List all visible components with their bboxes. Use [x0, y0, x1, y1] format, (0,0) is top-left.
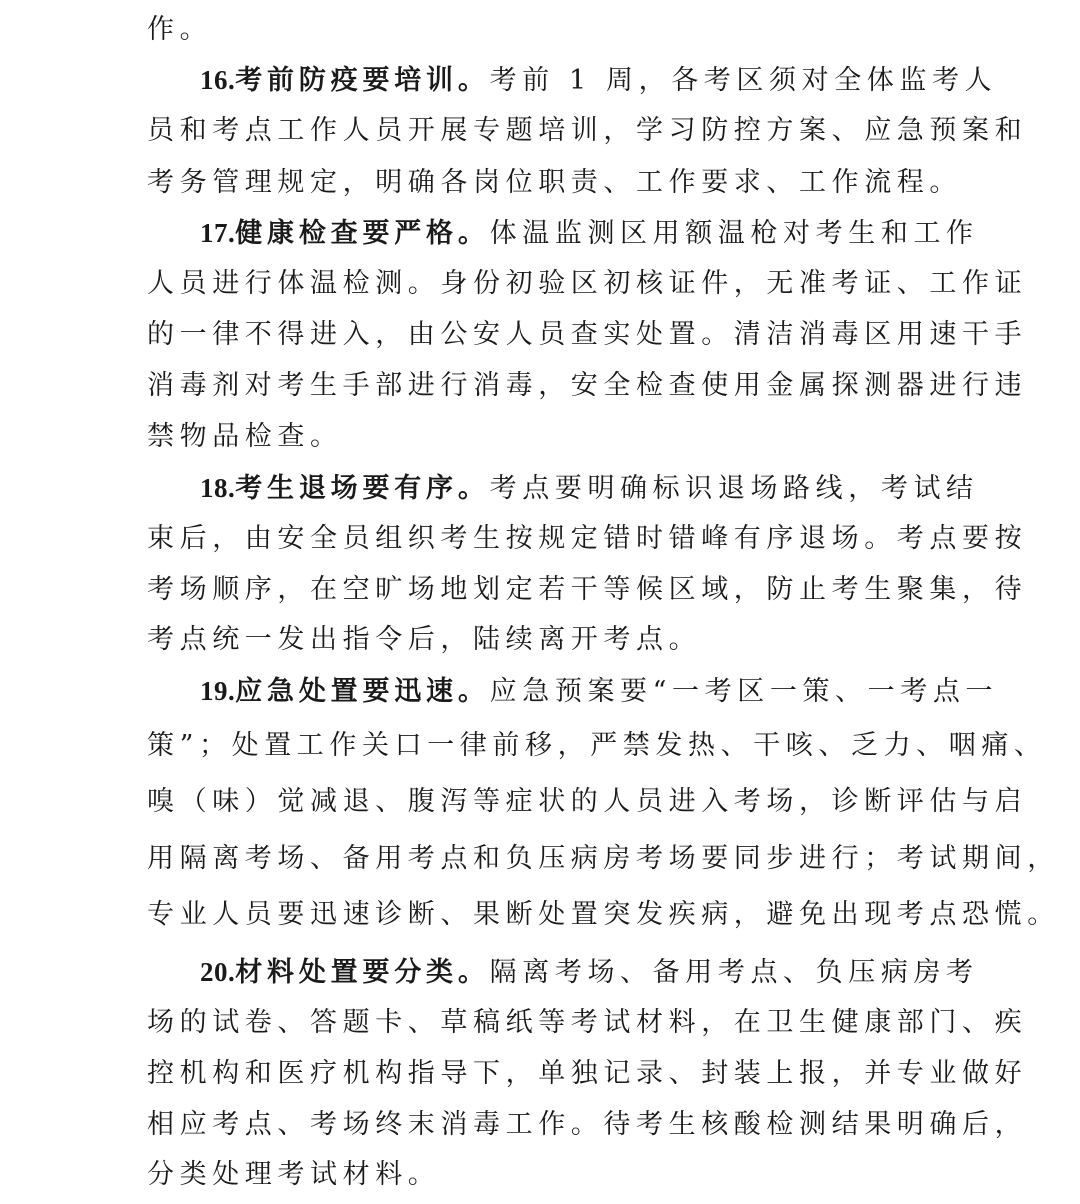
section-19-title: 应急处置要迅速。 [235, 676, 490, 707]
section-18-heading [200, 473, 490, 504]
section-17-first-line [200, 218, 979, 249]
section-17-title: 健康检查要严格。 [235, 218, 490, 249]
section-18-text: 考点要明确标识退场路线，考试结 [489, 473, 979, 504]
section-17-heading [200, 218, 490, 249]
paragraph-line: 考务管理规定，明确各岗位职责、工作要求、工作流程。 [147, 167, 962, 198]
section-19-heading [200, 676, 490, 707]
paragraph-line: 控机构和医疗机构指导下，单独记录、封装上报，并专业做好 [147, 1058, 1028, 1089]
paragraph-line: 策”；处置工作关口一律前移，严禁发热、干咳、乏力、咽痛、 [147, 730, 1047, 761]
paragraph-line: 嗅（味）觉减退、腹泻等症状的人员进入考场，诊断评估与启 [147, 786, 1028, 817]
paragraph-line: 分类处理考试材料。 [147, 1159, 441, 1190]
section-20-text: 隔离考场、备用考点、负压病房考 [489, 957, 979, 988]
section-17-text: 体温监测区用额温枪对考生和工作 [489, 218, 979, 249]
section-17-number: 17. [200, 218, 236, 248]
section-18-title: 考生退场要有序。 [235, 473, 490, 504]
section-18-first-line [200, 473, 979, 504]
paragraph-line: 相应考点、考场终末消毒工作。待考生核酸检测结果明确后， [147, 1109, 1028, 1140]
section-20-heading [200, 957, 490, 988]
paragraph-line: 人员进行体温检测。身份初验区初核证件，无准考证、工作证 [147, 268, 1028, 299]
paragraph-line: 的一律不得进入，由公安人员查实处置。清洁消毒区用速干手 [147, 319, 1028, 350]
section-18-number: 18. [200, 473, 236, 503]
paragraph-line: 专业人员要迅速诊断、果断处置突发疾病，避免出现考点恐慌。 [147, 899, 1060, 930]
section-16-first-line [200, 65, 997, 96]
section-16-text: 考前 1 周，各考区须对全体监考人 [489, 65, 998, 96]
paragraph-line: 员和考点工作人员开展专题培训，学习防控方案、应急预案和 [147, 115, 1028, 146]
paragraph-line: 考场顺序，在空旷场地划定若干等候区域，防止考生聚集，待 [147, 574, 1028, 605]
section-19-number: 19. [200, 676, 236, 706]
paragraph-line: 场的试卷、答题卡、草稿纸等考试材料，在卫生健康部门、疾 [147, 1007, 1028, 1038]
section-19-first-line [200, 676, 998, 707]
section-16-number: 16. [200, 65, 236, 95]
section-19-text: 应急预案要“一考区一策、一考点一 [489, 676, 999, 707]
section-20-first-line [200, 957, 979, 988]
paragraph-line: 作。 [147, 14, 213, 45]
section-20-title: 材料处置要分类。 [235, 957, 490, 988]
paragraph-line: 禁物品检查。 [147, 421, 343, 452]
section-20-number: 20. [200, 957, 236, 987]
section-16-heading [200, 65, 490, 96]
paragraph-line: 束后，由安全员组织考生按规定错时错峰有序退场。考点要按 [147, 523, 1028, 554]
paragraph-line: 考点统一发出指令后，陆续离开考点。 [147, 624, 702, 655]
paragraph-line: 消毒剂对考生手部进行消毒，安全检查使用金属探测器进行违 [147, 370, 1028, 401]
paragraph-line: 用隔离考场、备用考点和负压病房考场要同步进行；考试期间， [147, 843, 1060, 874]
section-16-title: 考前防疫要培训。 [235, 65, 490, 96]
